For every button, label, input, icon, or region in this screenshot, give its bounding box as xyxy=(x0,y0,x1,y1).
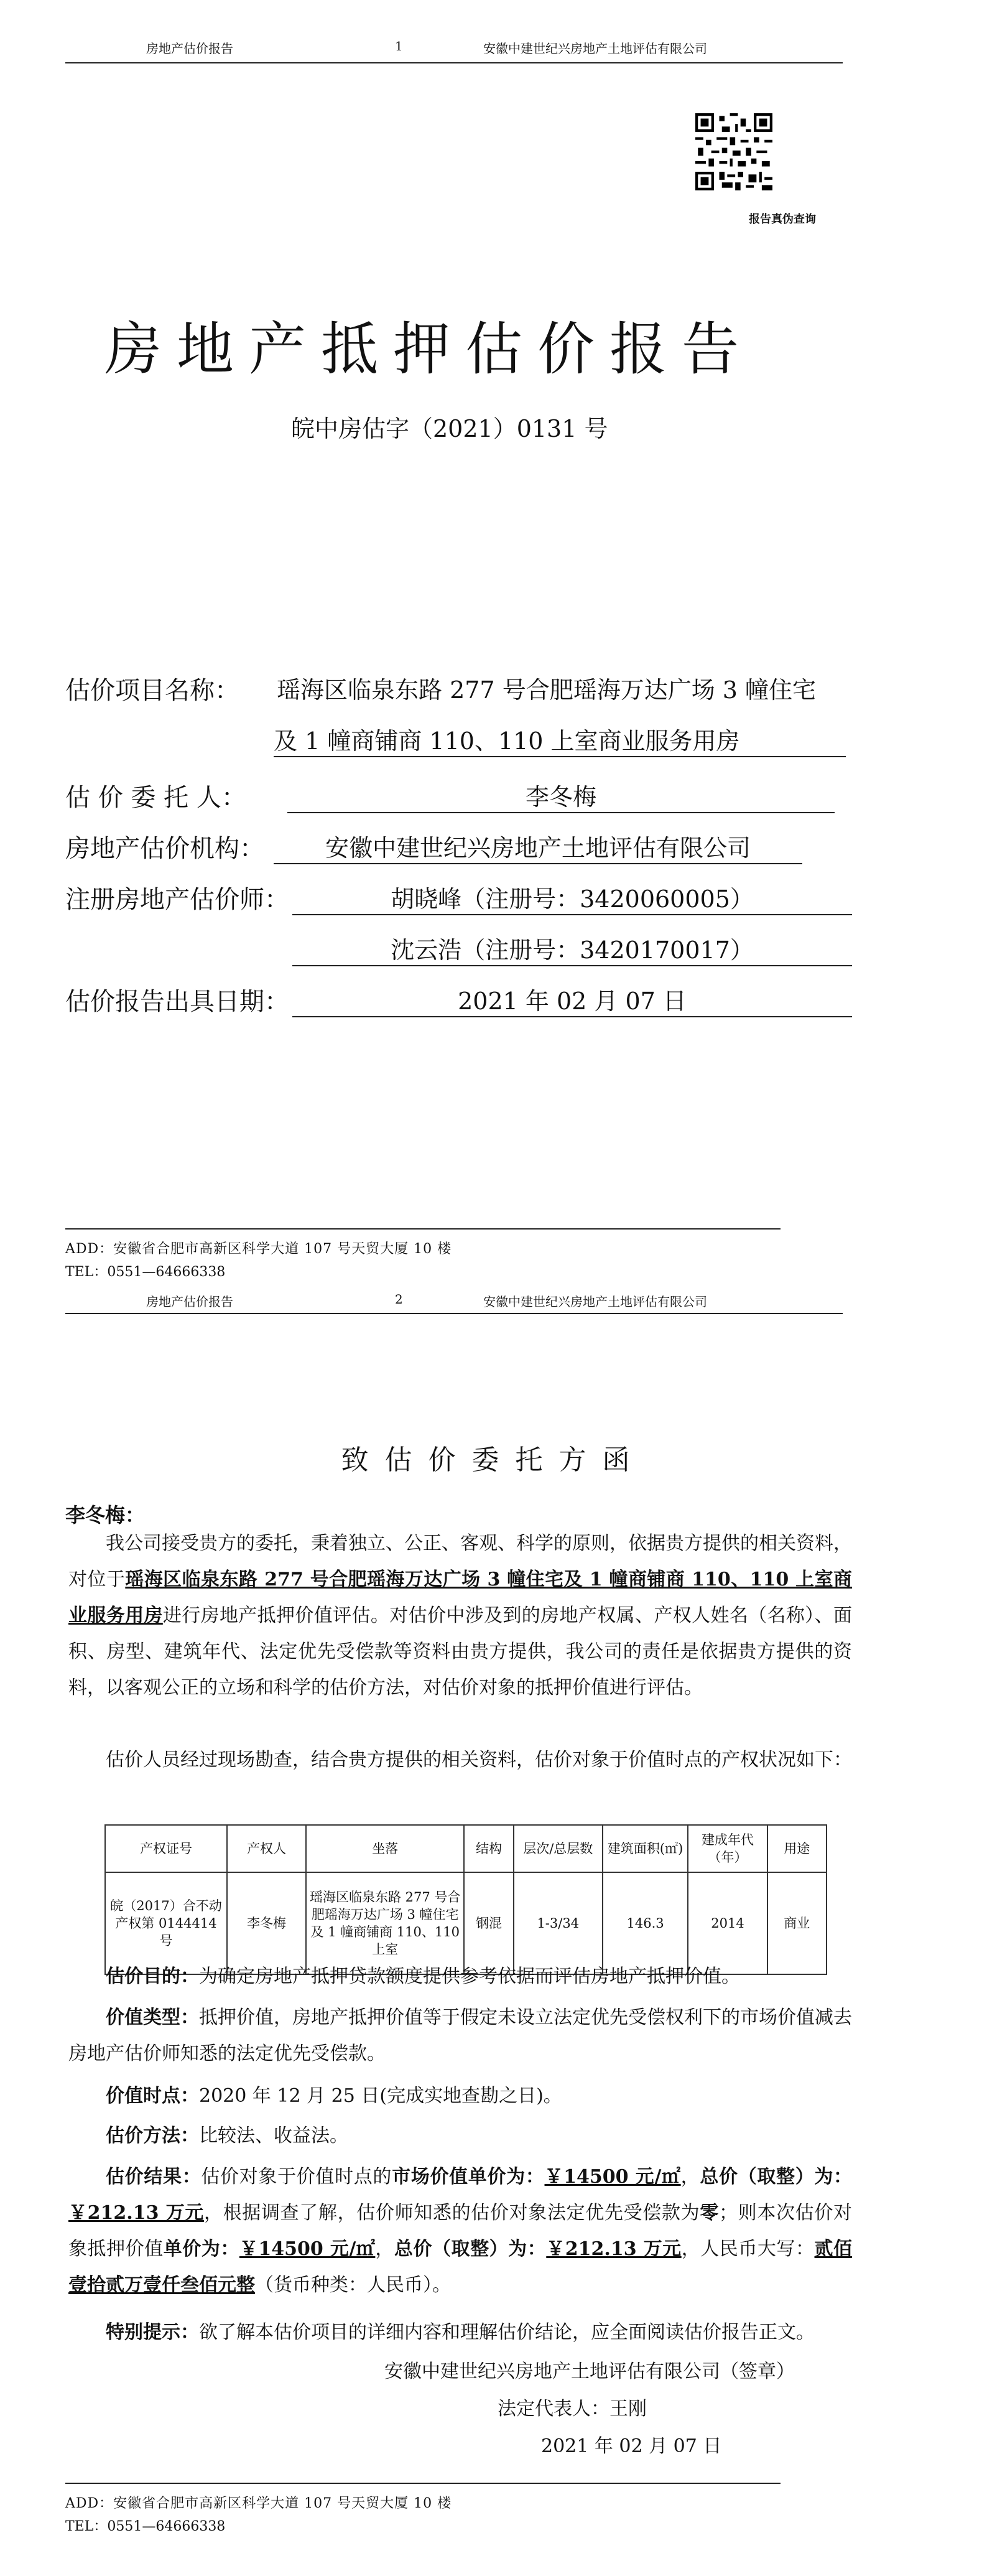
footer-tel: TEL：0551—64666338 xyxy=(65,2519,226,2534)
qr-caption: 报告真伪查询 xyxy=(749,213,816,226)
issue-date: 2021 年 02 月 07 日 xyxy=(292,982,852,1017)
header-right: 安徽中建世纪兴房地产土地评估有限公司 xyxy=(483,1294,707,1309)
institution-label: 房地产估价机构： xyxy=(65,834,264,863)
page-number: 2 xyxy=(395,1292,403,1307)
letter-addressee: 李冬梅： xyxy=(65,1503,146,1527)
appraiser-2: 沈云浩（注册号：3420170017） xyxy=(292,931,852,966)
table-header: 坐落 xyxy=(306,1825,464,1872)
appraiser-1: 胡晓峰（注册号：3420060005） xyxy=(292,880,852,915)
table-header: 层次/总层数 xyxy=(514,1825,603,1872)
footer-tel: TEL：0551—64666338 xyxy=(65,1264,226,1280)
table-header: 产权证号 xyxy=(105,1825,227,1872)
letter-title: 致估价委托方函 xyxy=(341,1444,646,1476)
report-title: 房地产抵押估价报告 xyxy=(104,316,754,383)
table-cell: 李冬梅 xyxy=(227,1872,306,1974)
appraiser-label: 注册房地产估价师： xyxy=(65,885,289,914)
page-header xyxy=(65,0,843,63)
qr-code[interactable] xyxy=(695,113,772,190)
project-name-line1: 瑶海区临泉东路 277 号合肥瑶海万达广场 3 幢住宅 xyxy=(277,676,817,704)
letter-paragraph-2: 估价人员经过现场勘查，结合贵方提供的相关资料，估价对象于价值时点的产权状况如下： xyxy=(106,1749,852,1771)
institution-value: 安徽中建世纪兴房地产土地评估有限公司 xyxy=(274,829,802,864)
table-header: 用途 xyxy=(767,1825,827,1872)
footer-address: ADD：安徽省合肥市高新区科学大道 107 号天贸大厦 10 楼 xyxy=(65,2496,452,2511)
client-value: 李冬梅 xyxy=(287,778,835,813)
property-rights-table xyxy=(104,1824,827,1975)
signing-company: 安徽中建世纪兴房地产土地评估有限公司（签章） xyxy=(384,2361,795,2382)
header-left: 房地产估价报告 xyxy=(146,41,233,56)
table-header-row xyxy=(105,1825,827,1872)
report-number: 皖中房估字（2021）0131 号 xyxy=(291,415,608,442)
table-cell: 1-3/34 xyxy=(514,1872,603,1974)
table-header: 产权人 xyxy=(227,1825,306,1872)
date-label: 估价报告出具日期： xyxy=(65,987,289,1016)
table-header: 结构 xyxy=(464,1825,513,1872)
valuation-result: 估价结果：估价对象于价值时点的市场价值单价为：￥14500 元/㎡，总价（取整）为：￥212.13 万元，根据调查了解，估价师知悉的估价对象法定优先受偿款为零；则本次估价对象抵押价值单价为：￥14500 元/㎡，总价（取整）为：￥212.13 万元，人民币大写：贰佰壹拾贰万壹仟叁佰元整（货币种类：人民币）。 xyxy=(68,2166,853,2296)
page-footer xyxy=(65,2483,874,2535)
page-number: 1 xyxy=(395,39,403,54)
letter-date: 2021 年 02 月 07 日 xyxy=(541,2435,722,2457)
special-notice: 特别提示：欲了解本估价项目的详细内容和理解估价结论，应全面阅读估价报告正文。 xyxy=(106,2322,815,2343)
legal-representative: 法定代表人：王刚 xyxy=(498,2398,647,2420)
table-header: 建筑面积(㎡) xyxy=(603,1825,688,1872)
letter-paragraph-1: 我公司接受贵方的委托，秉着独立、公正、客观、科学的原则，依据贵方提供的相关资料，对位于瑶海区临泉东路 277 号合肥瑶海万达广场 3 幢住宅及 1 幢商铺商 110、110 上室商业服务用房进行房地产抵押价值评估。对估价中涉及到的房地产权属、产权人姓名（名称）、面积、房型、建筑年代、法定优先受偿款等资料由贵方提供，我公司的责任是依据贵方提供的资料，以客观公正的立场和科学的估价方法，对估价对象的抵押价值进行评估。 xyxy=(68,1533,853,1699)
valuation-method: 估价方法：比较法、收益法。 xyxy=(106,2125,348,2147)
property-address: 瑶海区临泉东路 277 号合肥瑶海万达广场 3 幢住宅及 1 幢商铺商 110、110 上室商业服务用房 xyxy=(68,1569,852,1626)
header-left: 房地产估价报告 xyxy=(146,1294,233,1309)
value-date: 价值时点：2020 年 12 月 25 日(完成实地查勘之日)。 xyxy=(106,2085,562,2107)
table-cell: 2014 xyxy=(688,1872,767,1974)
project-label: 估价项目名称： xyxy=(65,676,239,705)
table-cell: 瑶海区临泉东路 277 号合肥瑶海万达广场 3 幢住宅及 1 幢商铺商 110、110 上室 xyxy=(306,1872,464,1974)
page-header xyxy=(65,1263,843,1314)
table-cell: 146.3 xyxy=(603,1872,688,1974)
table-cell: 皖（2017）合不动产权第 0144414 号 xyxy=(105,1872,227,1974)
table-cell: 商业 xyxy=(767,1872,827,1974)
value-type: 价值类型：抵押价值，房地产抵押价值等于假定未设立法定优先受偿权利下的市场价值减去房地产估价师知悉的法定优先受偿款。 xyxy=(68,2007,852,2065)
header-right: 安徽中建世纪兴房地产土地评估有限公司 xyxy=(483,41,707,56)
table-header: 建成年代（年） xyxy=(688,1825,767,1872)
project-name-line2: 及 1 幢商铺商 110、110 上室商业服务用房 xyxy=(274,722,846,757)
client-label: 估 价 委 托 人： xyxy=(65,783,246,812)
valuation-purpose: 估价目的：为确定房地产抵押贷款额度提供参考依据而评估房地产抵押价值。 xyxy=(106,1966,740,1987)
footer-address: ADD：安徽省合肥市高新区科学大道 107 号天贸大厦 10 楼 xyxy=(65,1241,452,1257)
table-cell: 钢混 xyxy=(464,1872,513,1974)
